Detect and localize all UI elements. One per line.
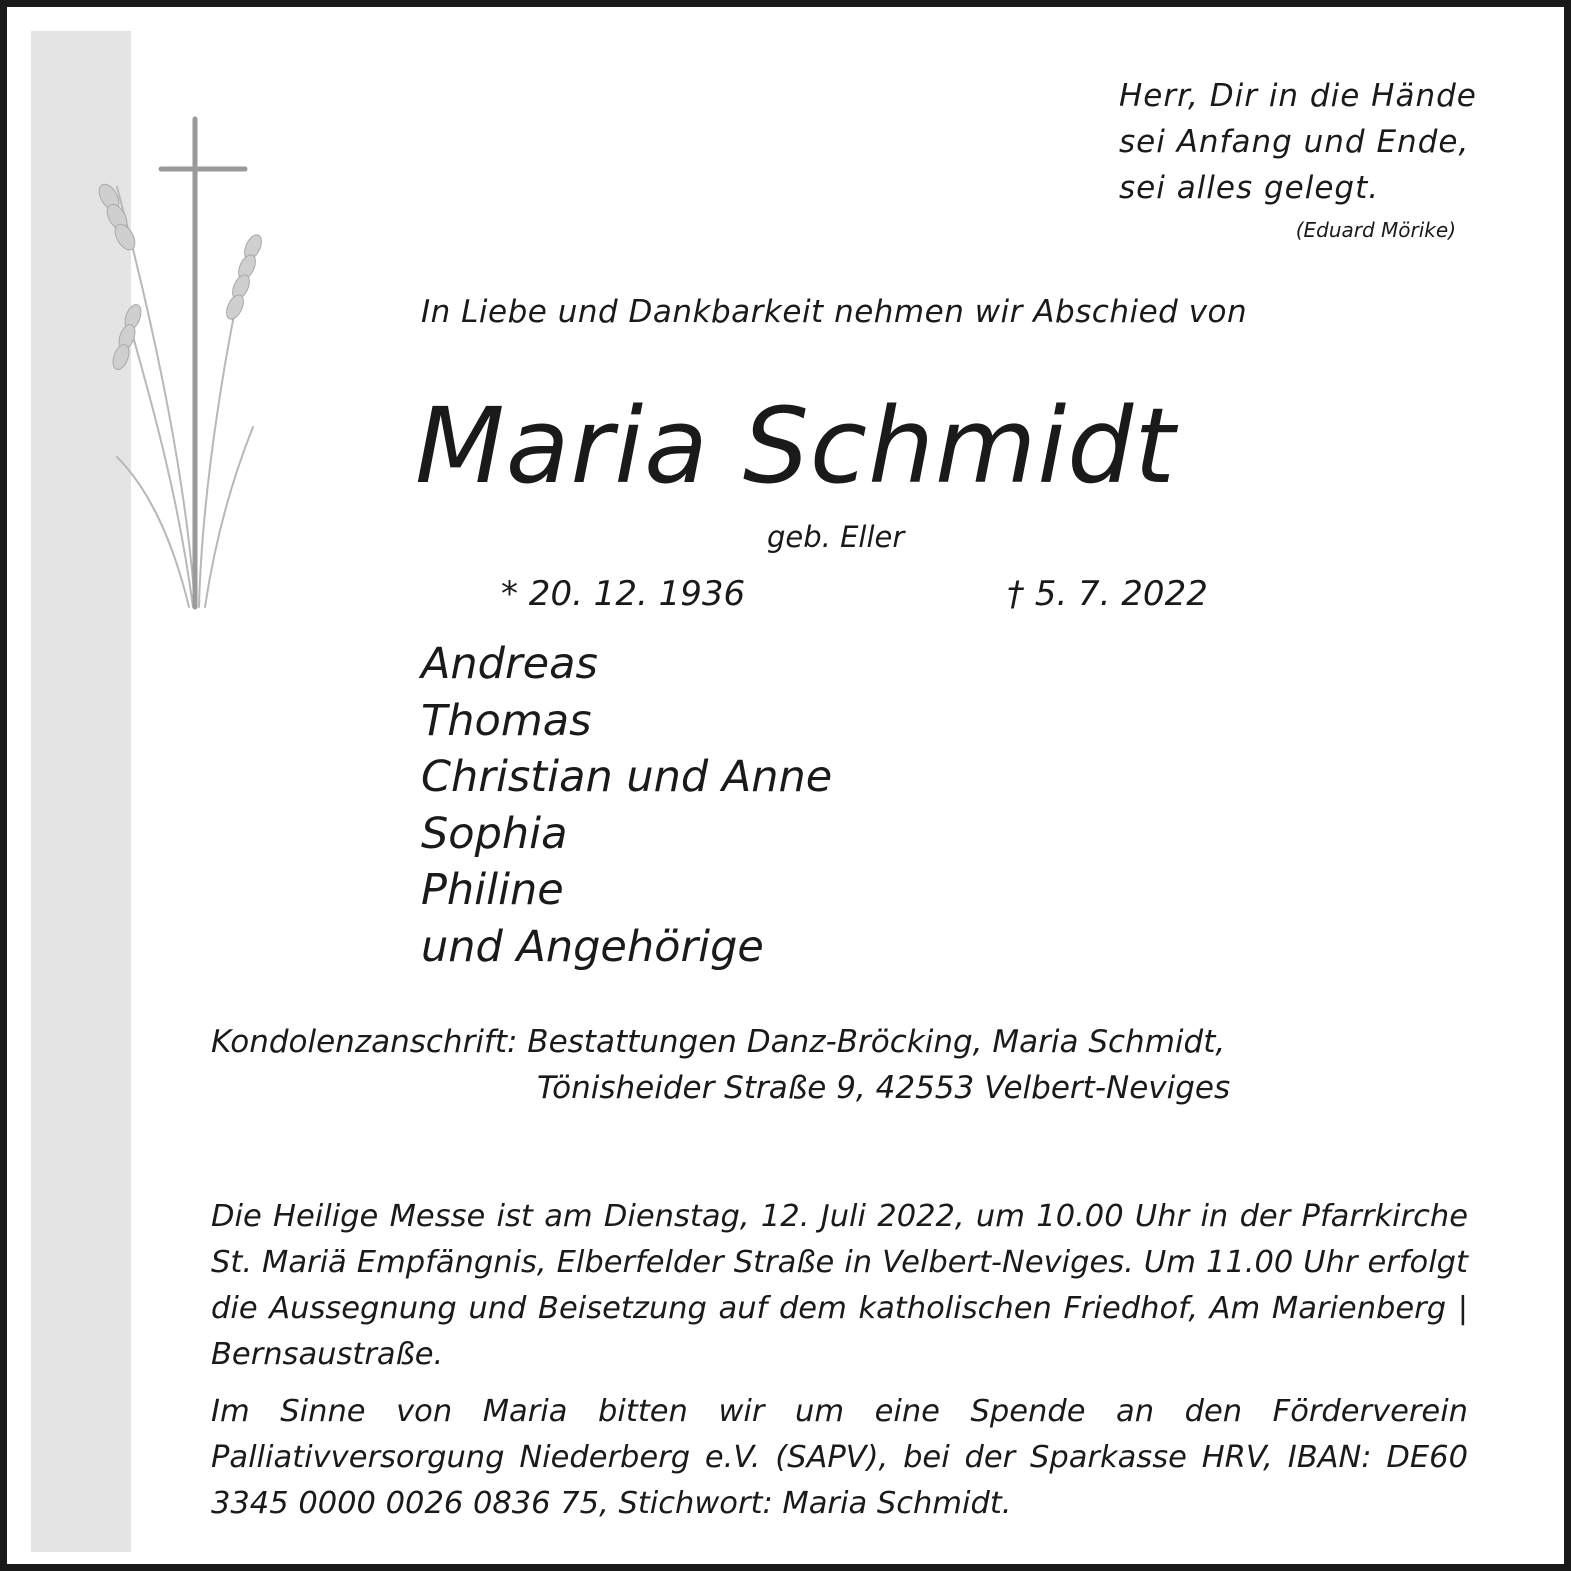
mourners-list <box>421 636 832 975</box>
mourner-name: Andreas <box>421 639 598 689</box>
mourner-name: Philine <box>421 865 564 915</box>
birth-date: * 20. 12. 1936 <box>501 574 746 614</box>
cross-with-wheat-icon <box>77 107 297 627</box>
condolence-line: Tönisheider Straße 9, 42553 Velbert-Neviges <box>537 1070 1231 1106</box>
condolence-line: Kondolenzanschrift: Bestattungen Danz-Bröcking, Maria Schmidt, <box>211 1024 1226 1060</box>
mourner-name: und Angehörige <box>421 921 764 972</box>
quote-line: sei alles gelegt. <box>1119 170 1380 206</box>
service-text: Die Heilige Messe ist am Dienstag, 12. Juli 2022, um 10.00 Uhr in der Pfarrkirche St. Mariä Empfängnis, Elberfelder Straße in Velbert-Neviges. Um 11.00 Uhr erfolgt die Aussegnung und Beisetzung auf dem katholischen Friedhof, Am Marienberg | Bernsaustraße. <box>211 1199 1468 1372</box>
quote-line: Herr, Dir in die Hände <box>1119 78 1477 114</box>
quote-line: sei Anfang und Ende, <box>1119 124 1470 160</box>
quote <box>1119 73 1477 211</box>
deceased-name: Maria Schmidt <box>415 385 1177 507</box>
death-date: † 5. 7. 2022 <box>1007 574 1208 614</box>
mourner-name: Thomas <box>421 695 592 746</box>
quote-author: (Eduard Mörike) <box>1295 218 1456 242</box>
condolence-address <box>211 1019 1230 1111</box>
mourner-name: Christian und Anne <box>421 752 833 802</box>
intro-text: In Liebe und Dankbarkeit nehmen wir Abschied von <box>421 294 1248 330</box>
maiden-name: geb. Eller <box>767 520 905 554</box>
mourner-name: Sophia <box>421 808 568 859</box>
donation-text: Im Sinne von Maria bitten wir um eine Spende an den Förderverein Palliativversorgung Niederberg e.V. (SAPV), bei der Sparkasse HRV, IBAN: DE60 3345 0000 0026 0836 75, Stichwort: Maria Schmidt. <box>211 1394 1468 1521</box>
